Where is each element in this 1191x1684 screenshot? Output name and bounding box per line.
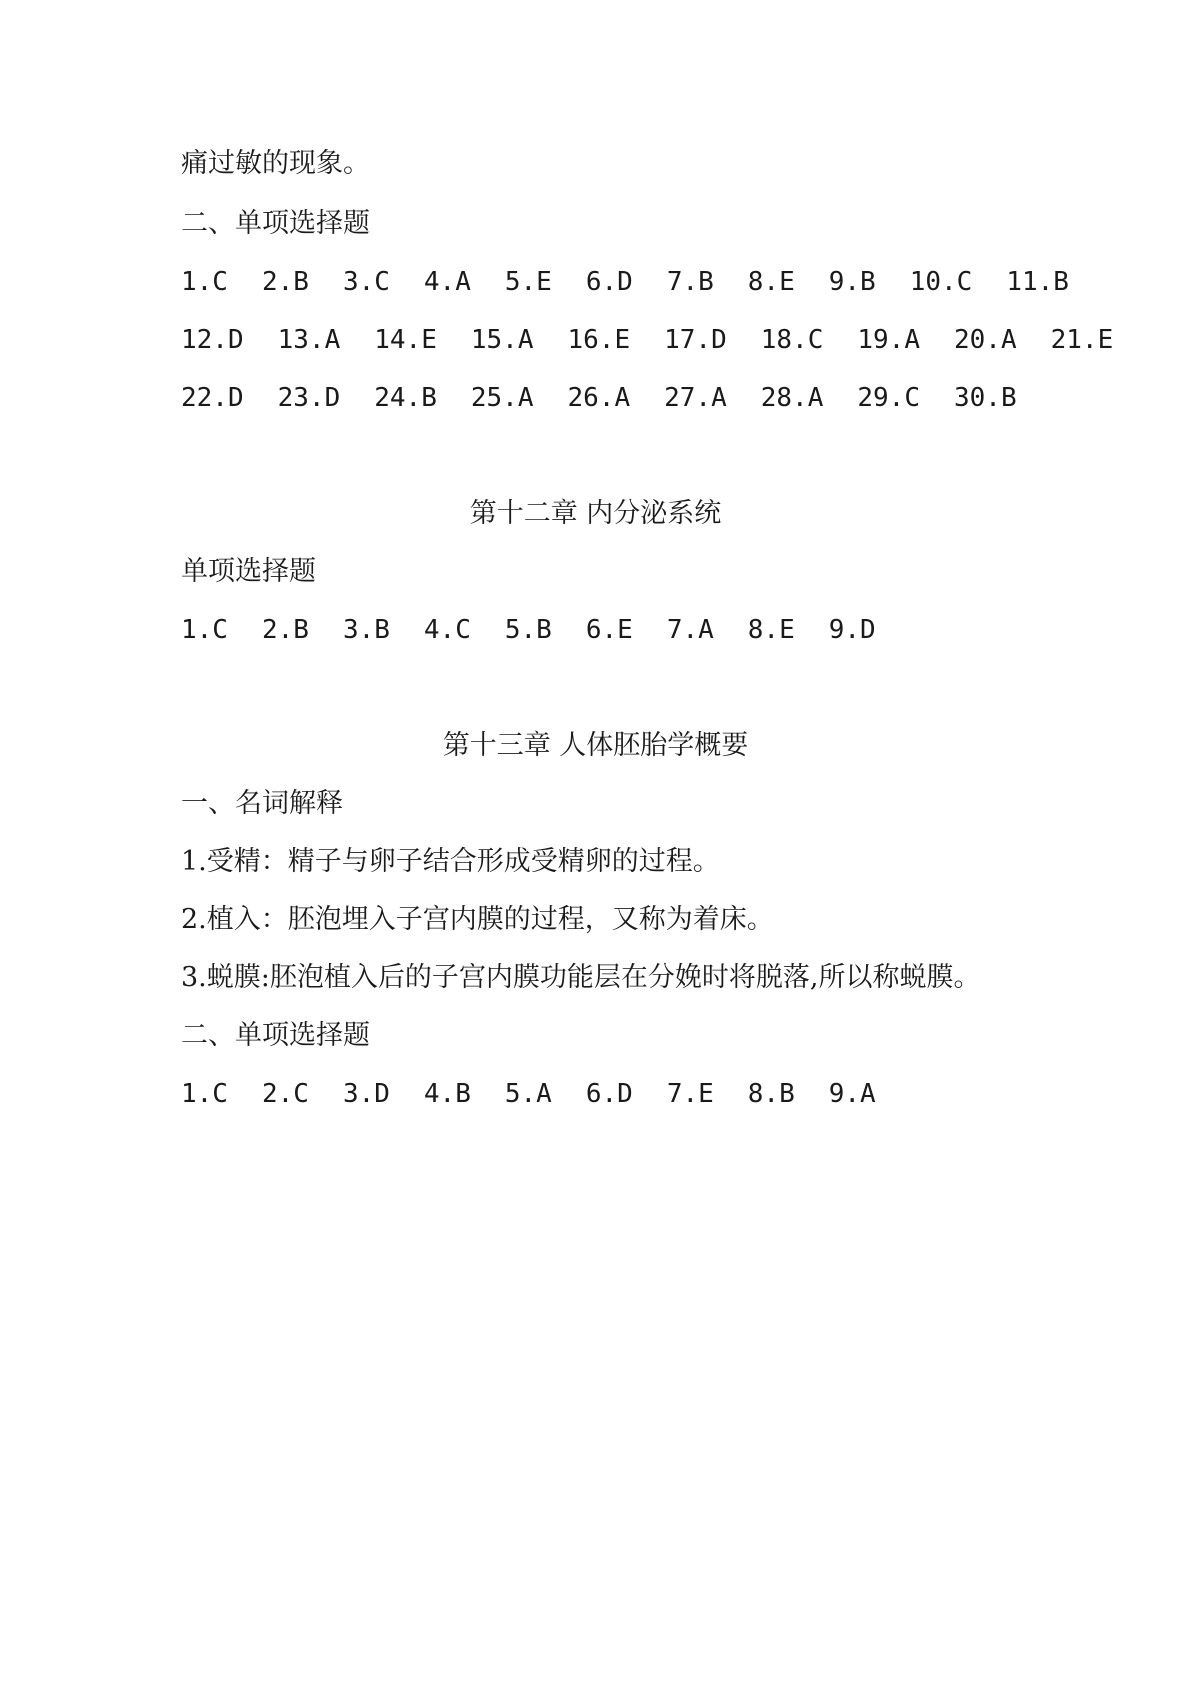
answer-row — [181, 1076, 910, 1112]
answer: 5.A — [504, 1079, 552, 1109]
answer: 8.B — [747, 1079, 795, 1109]
answer-row — [181, 612, 910, 648]
answer: 5.B — [504, 615, 552, 645]
answer: 12.D — [181, 325, 244, 355]
answer: 2.B — [261, 615, 309, 645]
answer: 26.A — [567, 383, 631, 413]
answer: 1.C — [181, 267, 228, 297]
term-definition: 1.受精：精子与卵子结合形成受精卵的过程。 — [181, 846, 720, 877]
chapter-title: 第十三章 人体胚胎学概要 — [442, 730, 749, 761]
answer: 6.D — [585, 1079, 633, 1109]
answer: 28.A — [760, 383, 824, 413]
answer: 1.C — [181, 1079, 228, 1109]
answer: 1.C — [181, 615, 228, 645]
answer-row — [181, 322, 1147, 358]
answer: 3.C — [342, 267, 390, 297]
answer: 25.A — [470, 383, 534, 413]
answer: 6.E — [585, 615, 633, 645]
section-heading-single-choice: 二、单项选择题 — [181, 208, 370, 239]
answer: 3.D — [342, 1079, 390, 1109]
answer: 7.B — [666, 267, 714, 297]
answer: 14.E — [374, 325, 437, 355]
answer: 4.B — [423, 1079, 471, 1109]
answer: 23.D — [277, 383, 341, 413]
section-heading-single-choice: 二、单项选择题 — [181, 1020, 370, 1051]
answer: 8.E — [747, 615, 795, 645]
answer: 9.B — [828, 267, 876, 297]
answer: 22.D — [181, 383, 244, 413]
answer: 6.D — [585, 267, 633, 297]
answer: 5.E — [504, 267, 552, 297]
answer: 18.C — [760, 325, 824, 355]
continued-text: 痛过敏的现象。 — [181, 148, 370, 179]
answer: 13.A — [277, 325, 341, 355]
answer: 7.A — [666, 615, 714, 645]
answer: 30.B — [954, 383, 1017, 413]
answer: 21.E — [1050, 325, 1114, 355]
answer: 9.A — [828, 1079, 876, 1109]
answer: 11.B — [1006, 267, 1069, 297]
answer: 16.E — [567, 325, 631, 355]
answer-row — [181, 380, 1051, 416]
term-definition: 2.植入：胚泡埋入子宫内膜的过程，又称为着床。 — [181, 904, 774, 935]
answer: 24.B — [374, 383, 437, 413]
section-heading-single-choice: 单项选择题 — [181, 556, 316, 587]
answer: 10.C — [909, 267, 973, 297]
answer: 4.A — [423, 267, 471, 297]
answer: 19.A — [857, 325, 920, 355]
answer: 7.E — [666, 1079, 714, 1109]
answer: 2.C — [261, 1079, 309, 1109]
answer: 29.C — [857, 383, 920, 413]
answer-row — [181, 264, 1103, 300]
answer: 3.B — [342, 615, 390, 645]
section-heading-terms: 一、名词解释 — [181, 788, 343, 819]
chapter-title: 第十二章 内分泌系统 — [469, 498, 722, 529]
answer: 9.D — [828, 615, 876, 645]
answer: 20.A — [954, 325, 1017, 355]
answer: 27.A — [664, 383, 727, 413]
answer: 15.A — [470, 325, 534, 355]
answer: 4.C — [423, 615, 471, 645]
term-definition: 3.蜕膜:胚泡植入后的子宫内膜功能层在分娩时将脱落,所以称蜕膜。 — [181, 962, 981, 993]
answer: 17.D — [664, 325, 727, 355]
answer: 8.E — [747, 267, 795, 297]
answer: 2.B — [261, 267, 309, 297]
